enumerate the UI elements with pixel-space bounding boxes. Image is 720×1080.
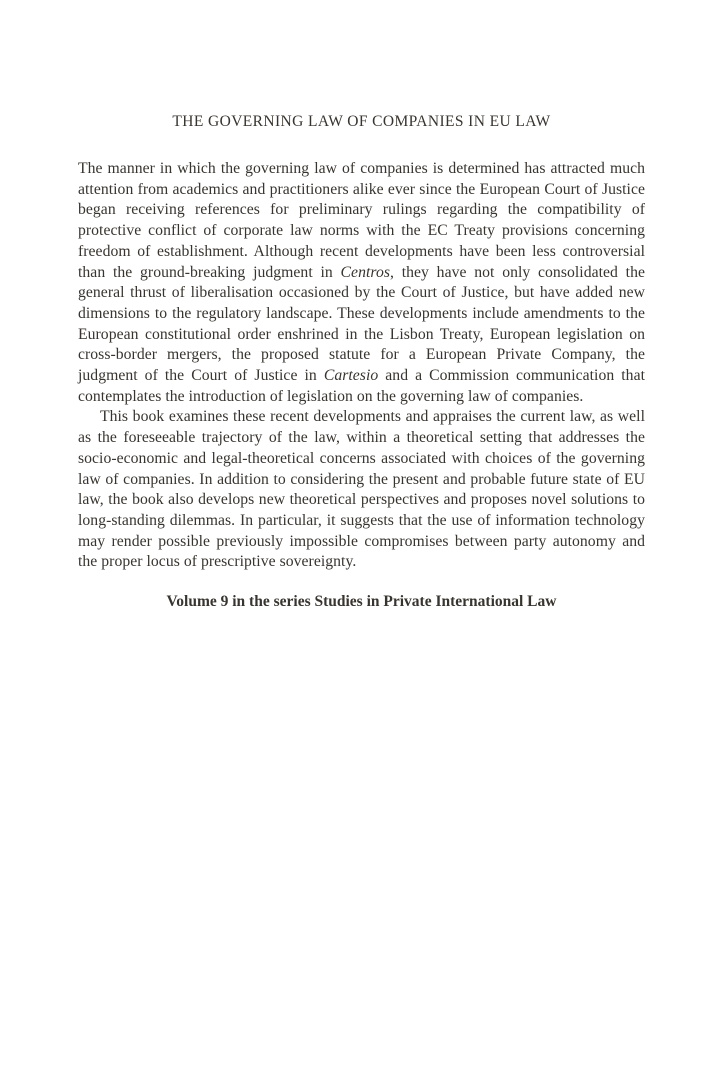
summary-paragraph: This book examines these recent developments and appraises the current law, as well as the foreseeable trajectory of the law, within a theoretical setting that addresses the socio-economic and legal-theoretical concerns associated with choices of the governing law of companies. In addition to considering the present and probable future state of EU law, the book also develops new theoretical perspectives and proposes novel solutions to long-standing dilemmas. In particular, it suggests that the use of information technology may render possible previously impossible compromises between party autonomy and the proper locus of prescriptive sovereignty.: [78, 408, 645, 571]
intro-paragraph: The manner in which the governing law of companies is determined has attracted much attention from academics and practitioners alike ever since the European Court of Justice began receiving references for preliminary rulings regarding the compatibility of protective conflict of corporate law norms with the EC Treaty provisions concerning freedom of establishment. Although recent developments have been less controversial than the ground-breaking judgment in Centros, they have not only consolidated the general thrust of liberalisation occasioned by the Court of Justice, but have added new dimensions to the regulatory landscape. These developments include amendments to the European constitutional order enshrined in the Lisbon Treaty, European legislation on cross-border mergers, the proposed statute for a European Private Company, the judgment of the Court of Justice in Cartesio and a Commission communication that contemplates the introduction of legislation on the governing law of companies.: [78, 160, 645, 405]
text-block: [78, 112, 645, 611]
page-title: THE GOVERNING LAW OF COMPANIES IN EU LAW: [172, 113, 551, 130]
series-note: Volume 9 in the series Studies in Private International Law: [166, 593, 557, 611]
